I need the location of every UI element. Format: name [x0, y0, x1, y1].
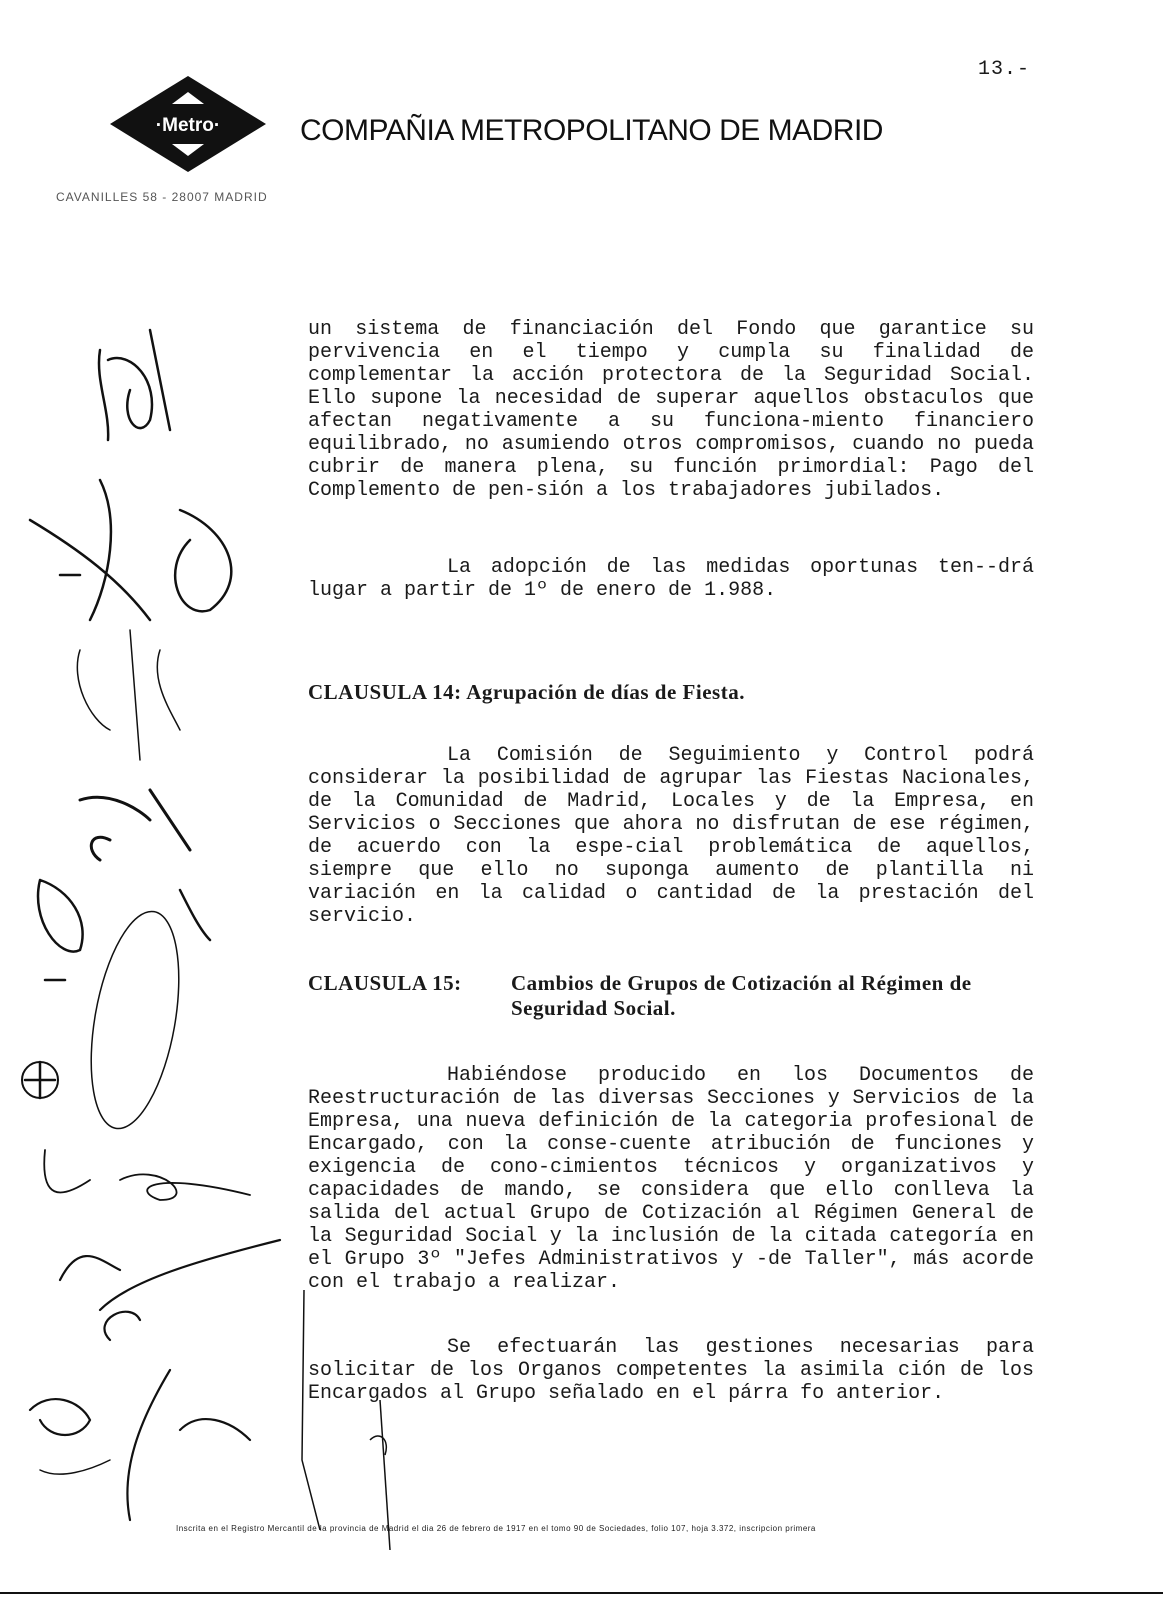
handwritten-signatures [0, 320, 300, 1580]
clause-15-title: Cambios de Grupos de Cotización al Régimen de Seguridad Social. [511, 971, 972, 1020]
page-number: 13.- [978, 58, 1031, 81]
clause-15-heading [308, 971, 1034, 1021]
registry-footer: Inscrita en el Registro Mercantil de la provincia de Madrid el dia 26 de febrero de 1917 en el tomo 90 de Sociedades, folio 107, hoja 3.372, inscripcion primera [176, 1524, 816, 1533]
paragraph-holidays: La Comisión de Seguimiento y Control podrá considerar la posibilidad de agrupar las Fiestas Nacionales, de la Comunidad de Madrid, Locales y de la Empresa, en Servicios o Secciones que ahora no disfrutan de ese régimen, de acuerdo con la espe-cial problemática de aquellos, siempre que ello no suponga aumento de plantilla ni variación en la calidad o cantidad de la prestación del servicio. [308, 744, 1034, 928]
paragraph-adoption-date: La adopción de las medidas oportunas ten--drá lugar a partir de 1º de enero de 1.988. [308, 556, 1034, 602]
paragraph-restructuring: Habiéndose producido en los Documentos de Reestructuración de las diversas Secciones y Servicios de la Empresa, una nueva definición de la categoria profesional de Encargado, con la conse-cuente atribución de funciones y exigencia de cono-cimientos técnicos y organizativos y capacidades de mando, se considera que ello conlleva la salida del actual Grupo de Cotización al Régimen General de la Seguridad Social y la inclusión de la citada categoría en el Grupo 3º "Jefes Administrativos y -de Taller", más acorde con el trabajo a realizar. [308, 1064, 1034, 1294]
company-name: COMPAÑIA METROPOLITANO DE MADRID [300, 114, 883, 147]
company-address: CAVANILLES 58 - 28007 MADRID [56, 190, 268, 204]
margin-annotation-marks [280, 1280, 420, 1560]
clause-15-number: CLAUSULA 15: [308, 971, 462, 995]
paragraph-fund-financing: un sistema de financiación del Fondo que garantice su pervivencia en el tiempo y cumpla su finalidad de complementar la acción protectora de la Seguridad Social. Ello supone la necesidad de superar aquellos obstaculos que afectan negativamente a su funciona-miento financiero equilibrado, no asumiendo otros compromisos, cuando no pueda cubrir de manera plena, su función primordial: Pago del Complemento de pen-sión a los trabajadores jubilados. [308, 318, 1034, 502]
logo-text: ·Metro· [155, 115, 221, 136]
clause-14-heading: CLAUSULA 14: Agrupación de días de Fiesta. [308, 680, 745, 704]
bottom-rule [0, 1592, 1163, 1594]
metro-logo [108, 74, 268, 174]
paragraph-procedures: Se efectuarán las gestiones necesarias para solicitar de los Organos competentes la asimila ción de los Encargados al Grupo señalado en el párra fo anterior. [308, 1336, 1034, 1405]
